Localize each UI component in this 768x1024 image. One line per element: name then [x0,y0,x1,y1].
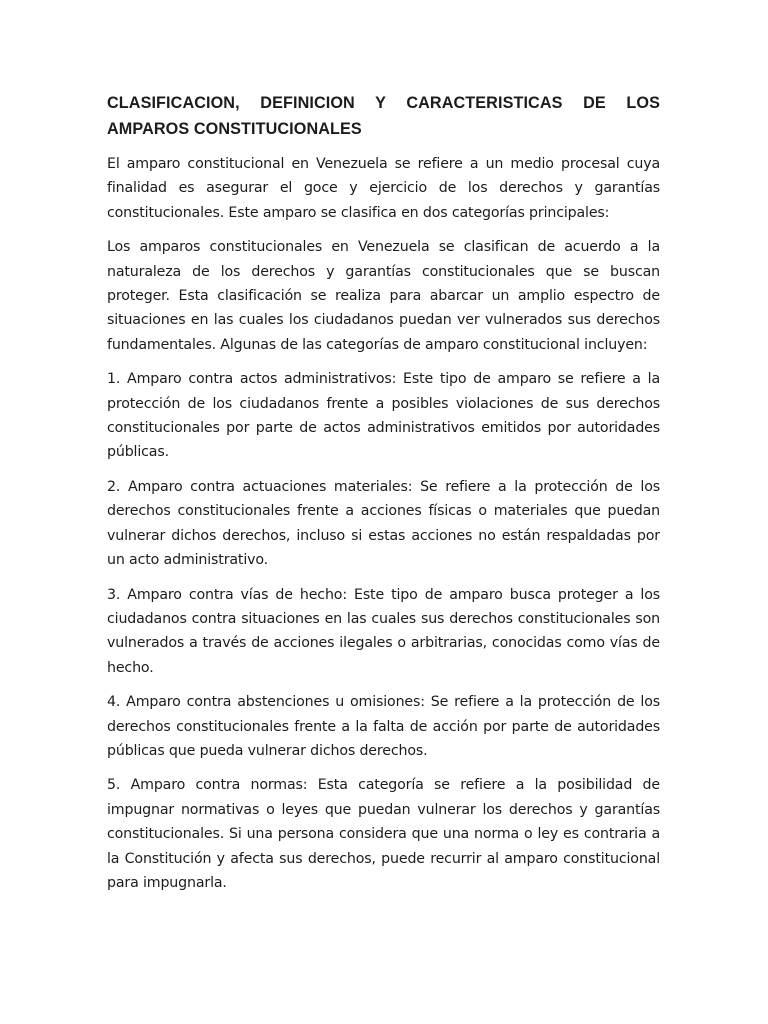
list-item-vias-de-hecho: 3. Amparo contra vías de hecho: Este tipo de amparo busca proteger a los ciudadanos contra situaciones en las cuales sus derechos constitucionales son vulnerados a través de acciones ilegales o arbitrarias, conocidas como vías de hecho. [107,586,660,676]
list-item-abstenciones-omisiones: 4. Amparo contra abstenciones u omisiones: Se refiere a la protección de los derechos constitucionales frente a la falta de acción por parte de autoridades públicas que pueda vulnerar dichos derechos. [107,694,660,759]
list-item-actuaciones-materiales: 2. Amparo contra actuaciones materiales: Se refiere a la protección de los derechos constitucionales frente a acciones físicas o materiales que puedan vulnerar dichos derechos, incluso si estas acciones no están respaldadas por un acto administrativo. [107,478,660,569]
document-title: CLASIFICACION, DEFINICION Y CARACTERISTICAS DE LOS AMPAROS CONSTITUCIONALES [107,94,660,138]
list-item-normas: 5. Amparo contra normas: Esta categoría se refiere a la posibilidad de impugnar normativas o leyes que puedan vulnerar los derechos y garantías constitucionales. Si una persona considera que una norma o ley es contraria a la Constitución y afecta sus derechos, puede recurrir al amparo constitucional para impugnarla. [107,777,660,891]
list-item-actos-administrativos: 1. Amparo contra actos administrativos: Este tipo de amparo se refiere a la protección de los ciudadanos frente a posibles violaciones de sus derechos constitucionales por parte de actos administrativos emitidos por autoridades públicas. [107,371,660,461]
classification-paragraph: Los amparos constitucionales en Venezuela se clasifican de acuerdo a la naturaleza de los derechos y garantías constitucionales que se buscan proteger. Esta clasificación se realiza para abarcar un amplio espectro de situaciones en las cuales los ciudadanos puedan ver vulnerados sus derechos fundamentales. Algunas de las categorías de amparo constitucional incluyen: [107,239,660,353]
document-page [107,90,660,905]
intro-paragraph: El amparo constitucional en Venezuela se refiere a un medio procesal cuya finalidad es asegurar el goce y ejercicio de los derechos y garantías constitucionales. Este amparo se clasifica en dos categorías principales: [107,156,660,221]
